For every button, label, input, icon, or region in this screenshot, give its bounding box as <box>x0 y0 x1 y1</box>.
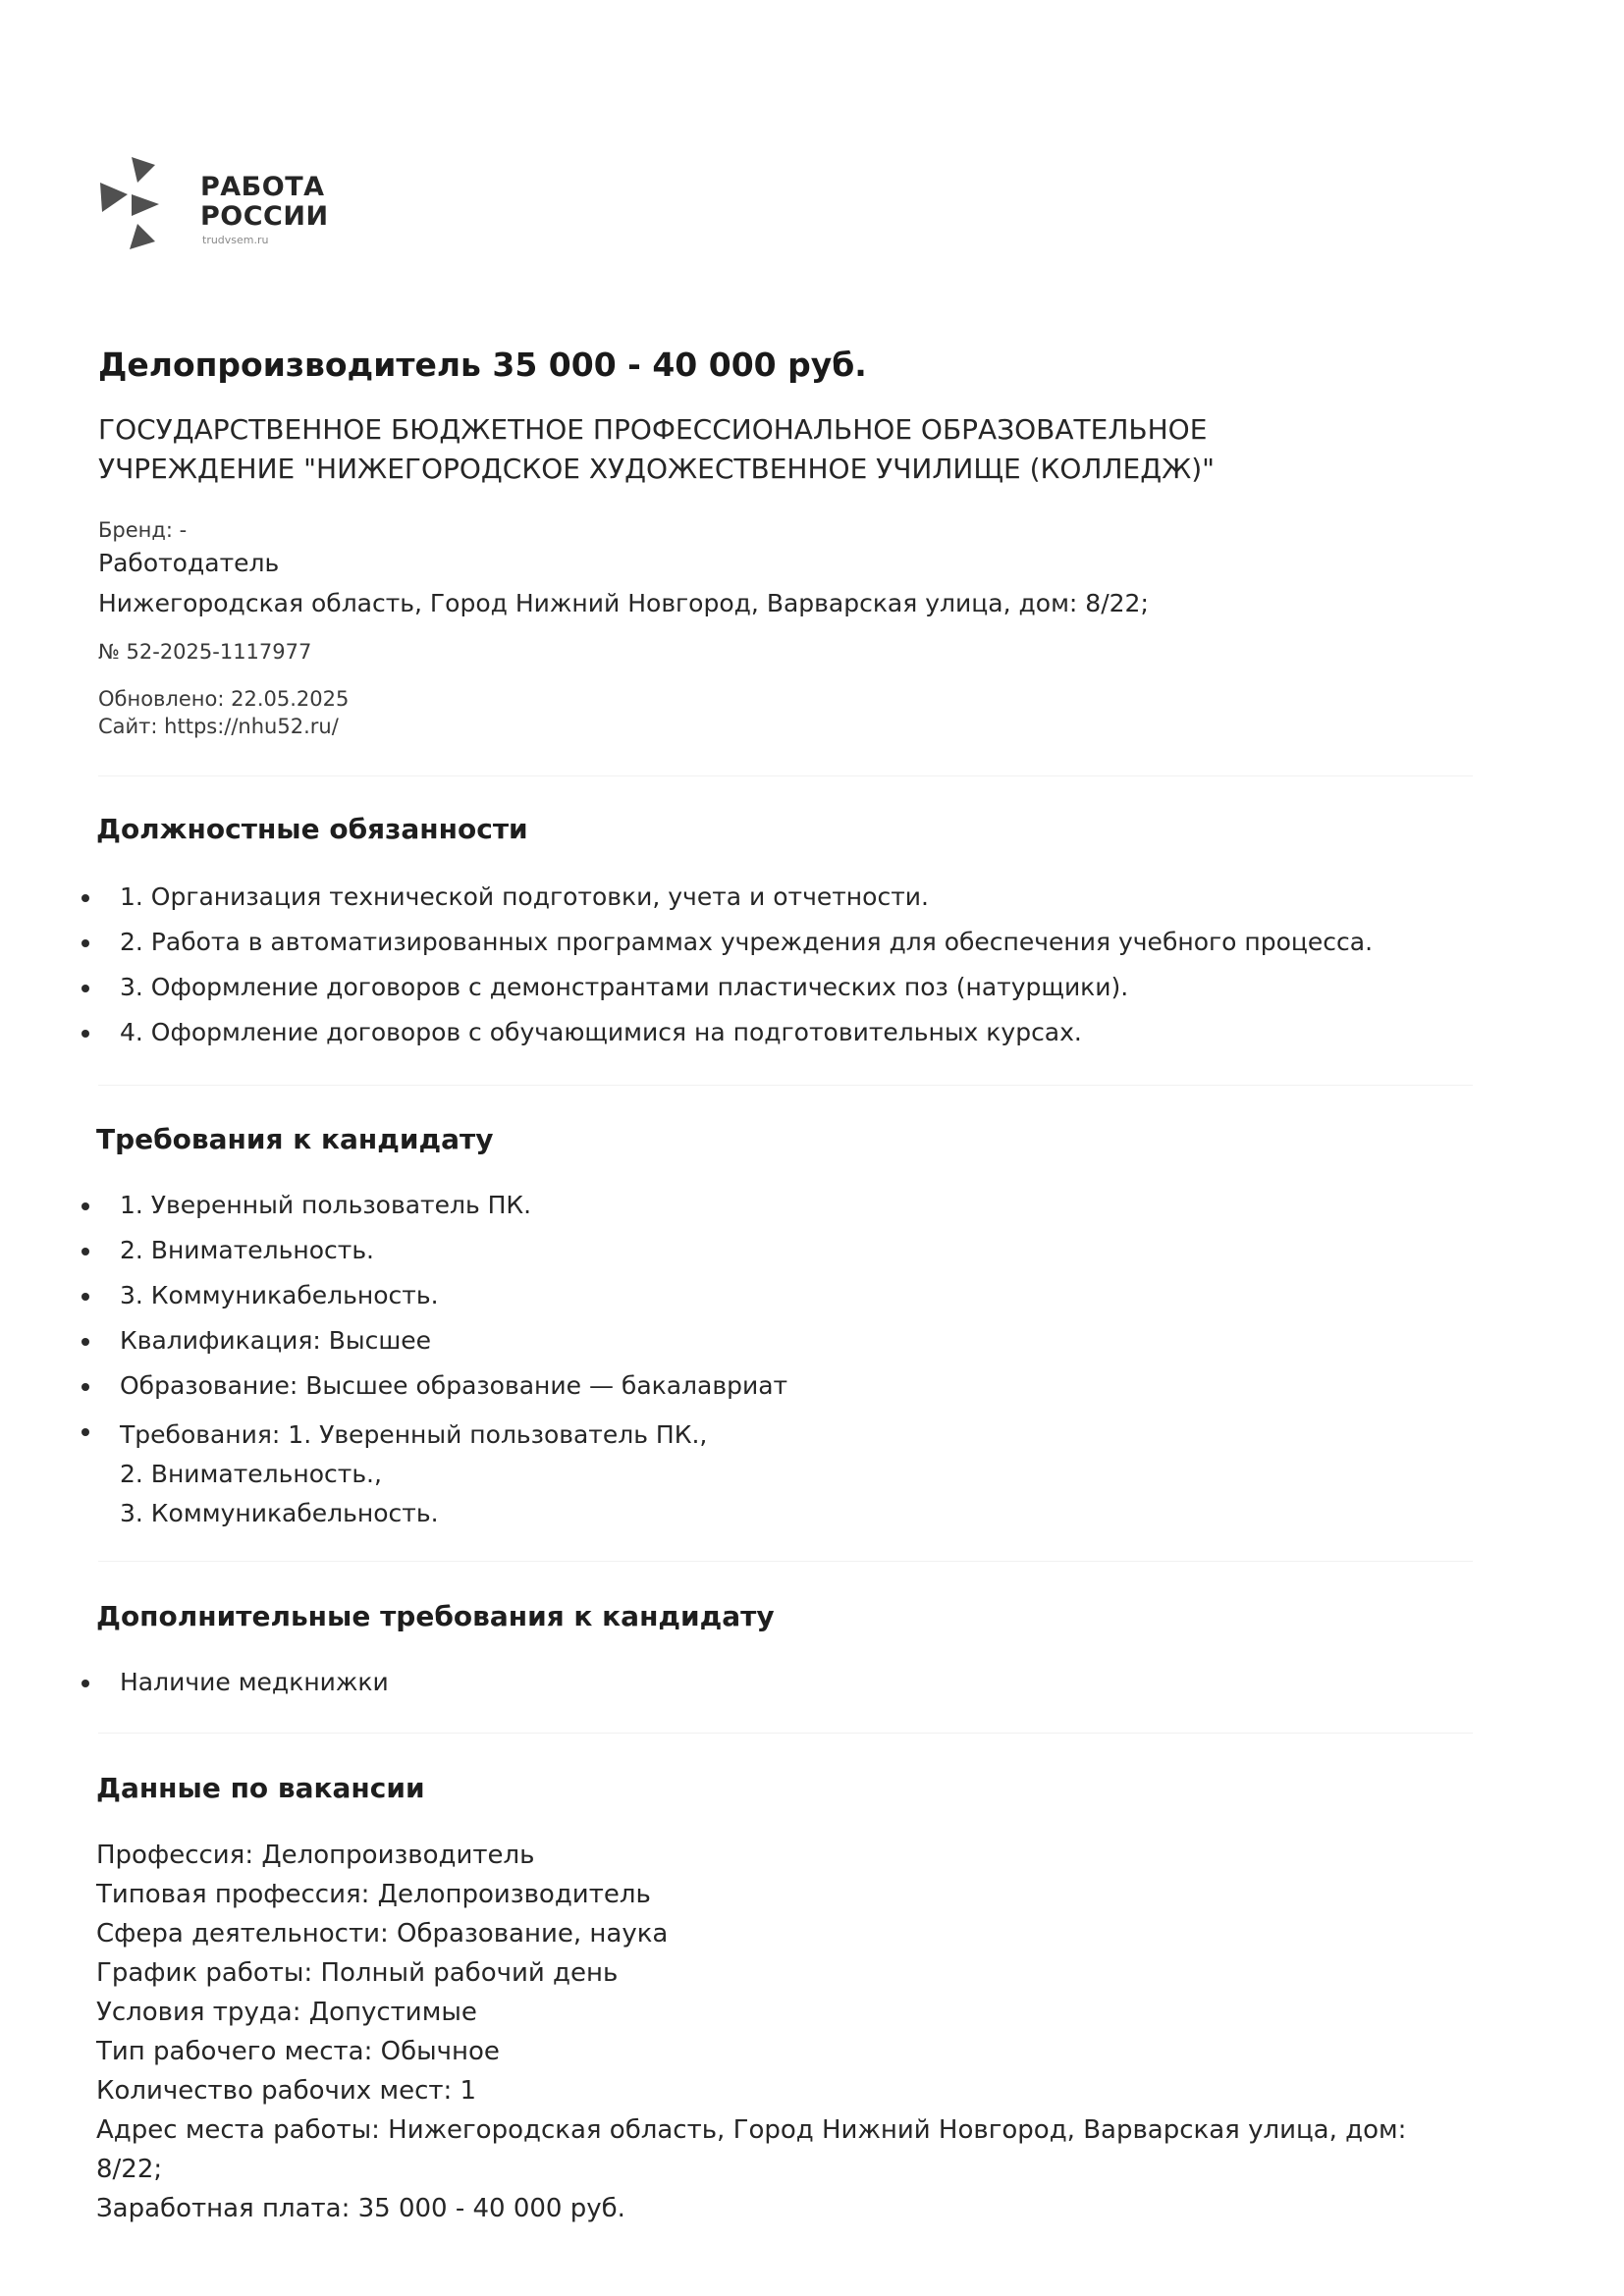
requirements-list <box>77 1190 1490 1547</box>
duties-list <box>77 881 1490 1062</box>
list-item: Образование: Высшее образование — бакалавриат <box>77 1370 1490 1402</box>
detail-line: Типовая профессия: Делопроизводитель <box>96 1880 651 1909</box>
section-title-duties: Должностные обязанности <box>96 813 528 845</box>
vacancy-details <box>96 1836 1471 2228</box>
list-item: 3. Коммуникабельность. <box>77 1280 1490 1311</box>
divider <box>98 1085 1473 1086</box>
detail-line: Условия труда: Допустимые <box>96 1998 477 2027</box>
list-item: 1. Организация технической подготовки, учета и отчетности. <box>77 881 1490 913</box>
vacancy-title: Делопроизводитель 35 000 - 40 000 руб. <box>98 346 867 384</box>
divider <box>98 775 1473 776</box>
extra-list <box>77 1667 1490 1712</box>
section-title-extra: Дополнительные требования к кандидату <box>96 1600 775 1632</box>
detail-line: 8/22; <box>96 2155 163 2184</box>
employer-label: Работодатель <box>98 549 280 577</box>
detail-line: Сфера деятельности: Образование, наука <box>96 1919 669 1949</box>
brand-label: Бренд: - <box>98 518 188 542</box>
logo-wordmark: РАБОТА РОССИИ <box>200 172 329 232</box>
employer-site: Сайт: https://nhu52.ru/ <box>98 715 339 738</box>
list-item: Наличие медкнижки <box>77 1667 1490 1698</box>
updated-date: Обновлено: 22.05.2025 <box>98 687 350 711</box>
detail-line: Заработная плата: 35 000 - 40 000 руб. <box>96 2194 625 2223</box>
detail-line: Количество рабочих мест: 1 <box>96 2076 477 2106</box>
list-item: 2. Работа в автоматизированных программах учреждения для обеспечения учебного процесса. <box>77 927 1490 958</box>
detail-line: Профессия: Делопроизводитель <box>96 1841 535 1870</box>
site-logo <box>98 155 353 253</box>
divider <box>98 1561 1473 1562</box>
list-item: Квалификация: Высшее <box>77 1325 1490 1357</box>
list-item: Требования: 1. Уверенный пользователь ПК., 2. Внимательность., 3. Коммуникабельность. <box>77 1415 1490 1533</box>
list-item: 4. Оформление договоров с обучающимися на подготовительных курсах. <box>77 1017 1490 1048</box>
detail-line: Адрес места работы: Нижегородская область, Город Нижний Новгород, Варварская улица, дом: <box>96 2115 1407 2145</box>
list-item: 2. Внимательность. <box>77 1235 1490 1266</box>
detail-line: Тип рабочего места: Обычное <box>96 2037 500 2066</box>
divider <box>98 1733 1473 1734</box>
logo-arrows-icon <box>98 155 196 253</box>
list-item: 1. Уверенный пользователь ПК. <box>77 1190 1490 1221</box>
section-title-details: Данные по вакансии <box>96 1772 425 1804</box>
vacancy-number: № 52-2025-1117977 <box>98 640 312 664</box>
section-title-requirements: Требования к кандидату <box>96 1123 494 1155</box>
employer-name: ГОСУДАРСТВЕННОЕ БЮДЖЕТНОЕ ПРОФЕССИОНАЛЬНОЕ ОБРАЗОВАТЕЛЬНОЕ УЧРЕЖДЕНИЕ "НИЖЕГОРОДСКОЕ ХУДОЖЕСТВЕННОЕ УЧИЛИЩЕ (КОЛЛЕДЖ)" <box>98 413 1216 485</box>
list-item: 3. Оформление договоров с демонстрантами пластических поз (натурщики). <box>77 972 1490 1003</box>
employer-address: Нижегородская область, Город Нижний Новгород, Варварская улица, дом: 8/22; <box>98 589 1149 617</box>
logo-site: trudvsem.ru <box>202 234 269 246</box>
detail-line: График работы: Полный рабочий день <box>96 1958 619 1988</box>
